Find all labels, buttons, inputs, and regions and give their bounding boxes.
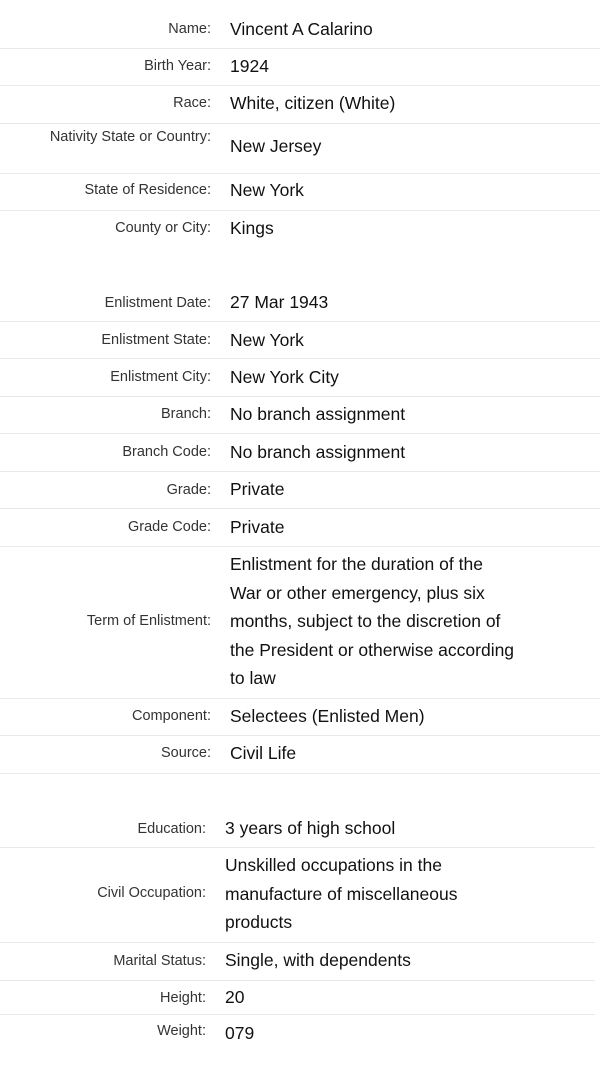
field-row-name bbox=[0, 10, 600, 49]
field-row-birth-year bbox=[0, 48, 600, 86]
field-row-grade bbox=[0, 471, 600, 509]
field-value: New York bbox=[230, 180, 304, 200]
field-row-marital-status bbox=[0, 942, 595, 981]
field-value: 27 Mar 1943 bbox=[230, 292, 329, 312]
field-label: Enlistment State: bbox=[101, 332, 211, 348]
field-value: Selectees (Enlisted Men) bbox=[230, 706, 425, 726]
field-label: County or City: bbox=[115, 220, 211, 236]
field-value: White, citizen (White) bbox=[230, 93, 396, 113]
field-label: Component: bbox=[132, 708, 211, 724]
field-row-height bbox=[0, 980, 595, 1015]
field-row-branch-code bbox=[0, 433, 600, 472]
field-row-branch bbox=[0, 396, 600, 434]
field-value: No branch assignment bbox=[230, 404, 406, 424]
field-row-component bbox=[0, 698, 600, 736]
field-value: Private bbox=[230, 479, 285, 499]
field-label: State of Residence: bbox=[84, 182, 211, 198]
field-label: Term of Enlistment: bbox=[86, 613, 211, 629]
field-row-race bbox=[0, 85, 600, 124]
field-value: 20 bbox=[225, 987, 245, 1007]
field-value: New York City bbox=[230, 367, 339, 387]
field-label: Enlistment City: bbox=[110, 369, 211, 385]
field-row-enlistment-city bbox=[0, 358, 600, 397]
field-label: Grade: bbox=[166, 482, 211, 498]
field-value: 3 years of high school bbox=[225, 818, 396, 838]
field-label: Grade Code: bbox=[127, 519, 211, 535]
field-row-enlistment-date bbox=[0, 284, 600, 322]
field-row-weight bbox=[0, 1014, 595, 1052]
field-row-county bbox=[0, 210, 600, 248]
field-label: Birth Year: bbox=[144, 58, 211, 74]
field-row-education bbox=[0, 810, 595, 848]
field-label: Name: bbox=[168, 21, 211, 37]
field-value: Unskilled occupations in the manufacture of miscellaneous products bbox=[225, 855, 458, 932]
field-value: Private bbox=[230, 517, 285, 537]
field-value: Vincent A Calarino bbox=[230, 19, 373, 39]
field-value: New York bbox=[230, 330, 304, 350]
field-label: Marital Status: bbox=[113, 953, 206, 969]
field-row-source bbox=[0, 735, 600, 774]
field-label: Branch: bbox=[161, 406, 211, 422]
field-value: 079 bbox=[225, 1023, 255, 1043]
field-row-civil-occupation bbox=[0, 847, 595, 943]
field-value: Civil Life bbox=[230, 743, 297, 763]
field-label: Weight: bbox=[157, 1023, 206, 1039]
field-row-nativity bbox=[0, 123, 600, 174]
field-label: Branch Code: bbox=[122, 444, 211, 460]
field-label: Source: bbox=[161, 745, 211, 761]
field-label: Education: bbox=[137, 821, 206, 837]
field-row-grade-code bbox=[0, 508, 600, 547]
field-label: Enlistment Date: bbox=[104, 295, 211, 311]
field-label: Race: bbox=[173, 95, 211, 111]
field-value: Enlistment for the duration of the War or other emergency, plus six months, subject to the discretion of the President or otherwise according to law bbox=[230, 554, 515, 688]
field-value: New Jersey bbox=[230, 136, 322, 156]
field-label: Civil Occupation: bbox=[97, 885, 206, 901]
field-label: Nativity State or Country: bbox=[49, 129, 211, 145]
field-value: Single, with dependents bbox=[225, 950, 411, 970]
field-label: Height: bbox=[160, 990, 206, 1006]
field-row-enlistment-state bbox=[0, 321, 600, 359]
field-row-residence bbox=[0, 173, 600, 211]
field-value: Kings bbox=[230, 218, 274, 238]
field-value: No branch assignment bbox=[230, 442, 406, 462]
field-row-term bbox=[0, 546, 600, 699]
field-value: 1924 bbox=[230, 56, 269, 76]
